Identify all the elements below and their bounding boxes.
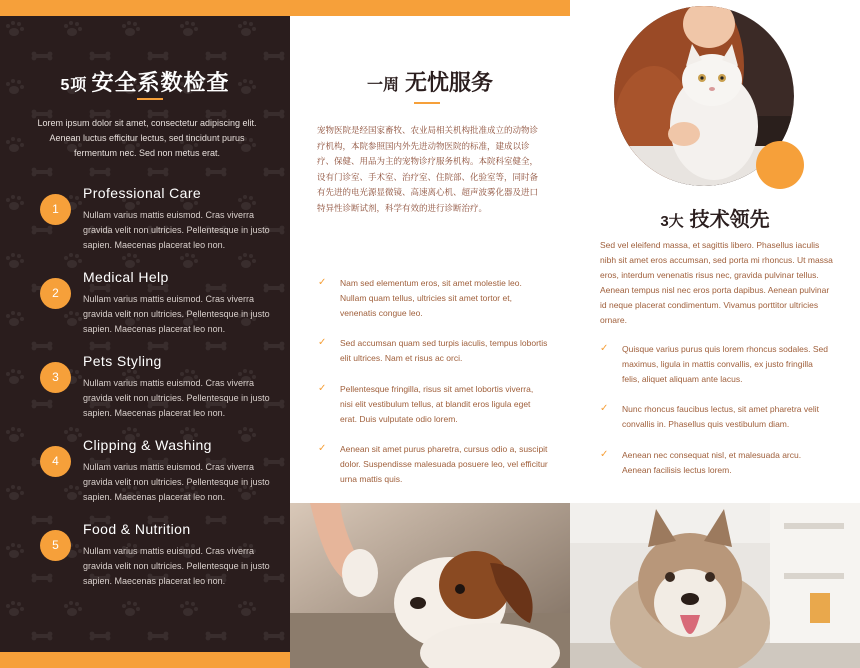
service-description: Nullam varius mattis euismod. Cras viverra gravida velit non ultricies. Pellentesque in justo sapien. Maecenas placerat leo non. bbox=[83, 546, 270, 586]
service-number-badge: 4 bbox=[40, 446, 71, 477]
list-item-text: Nam sed elementum eros, sit amet molestie leo. Nullam quam tellus, ultricies sit amet tortor et, venenatis congue leo. bbox=[340, 278, 522, 318]
list-item-text: Nunc rhoncus faucibus lectus, sit amet pharetra velit convallis in. Phasellus quis vestibulum diam. bbox=[622, 404, 820, 430]
service-title: Clipping & Washing bbox=[83, 437, 212, 453]
left-intro-text: Lorem ipsum dolor sit amet, consectetur adipiscing elit. Aenean luctus efficitur lectus, sed tincidunt purus fermentum nec. Sed non metus erat. bbox=[37, 118, 257, 158]
service-title: Food & Nutrition bbox=[83, 521, 191, 537]
check-icon: ✓ bbox=[600, 448, 609, 460]
list-item-text: Quisque varius purus quis lorem rhoncus sodales. Sed maximus, ligula in mattis convallis, ex justo fringilla felis, aliquet aliquam ante lacus. bbox=[622, 344, 828, 384]
middle-top-accent-bar bbox=[290, 0, 570, 16]
service-title: Medical Help bbox=[83, 269, 169, 285]
right-heading-number: 3大 bbox=[660, 213, 684, 230]
list-item-text: Sed accumsan quam sed turpis iaculis, tempus lobortis elit ultrices. Nam et risus ac orci. bbox=[340, 338, 548, 364]
list-item bbox=[600, 402, 832, 432]
list-item bbox=[318, 276, 548, 320]
left-heading bbox=[0, 66, 290, 97]
check-icon: ✓ bbox=[318, 337, 327, 349]
left-panel bbox=[0, 0, 290, 668]
service-description: Nullam varius mattis euismod. Cras viverra gravida velit non ultricies. Pellentesque in justo sapien. Maecenas placerat leo non. bbox=[83, 462, 270, 502]
service-title: Pets Styling bbox=[83, 353, 162, 369]
list-item bbox=[318, 442, 548, 486]
service-description: Nullam varius mattis euismod. Cras viverra gravida velit non ultricies. Pellentesque in justo sapien. Maecenas placerat leo non. bbox=[83, 210, 270, 250]
check-icon: ✓ bbox=[600, 403, 609, 415]
list-item bbox=[318, 382, 548, 426]
right-intro-text: Sed vel eleifend massa, et sagittis libero. Phasellus iaculis nibh sit amet eros accumsan, sed porta mi rhoncus. Ut massa eros, interdum venenatis risus nec, gravida pulvinar tellus. Aenean tempus nisl nec eros porta dapibus. Aenean pulvinar id neque placerat condimentum. Vivamus porttitor ultricies ornare. bbox=[600, 240, 833, 325]
accent-dot bbox=[756, 141, 804, 189]
puppy-paw-photo bbox=[290, 503, 570, 668]
husky-puppy-photo bbox=[570, 503, 860, 668]
list-item-text: Aenean nec consequat nisl, et malesuada arcu. Aenean facilisis lectus lorem. bbox=[622, 449, 802, 475]
right-heading bbox=[570, 203, 860, 232]
check-icon: ✓ bbox=[318, 443, 327, 455]
middle-checklist bbox=[318, 276, 548, 503]
left-heading-underline bbox=[137, 98, 163, 100]
list-item-text: Pellentesque fringilla, risus sit amet lobortis viverra, nisi elit vestibulum tellus, at blandit eros ligula eget erat. Duis vulputate odio lorem. bbox=[340, 383, 534, 424]
list-item-text: Aenean sit amet purus pharetra, cursus odio a, suscipit dolor. Suspendisse malesuada posuere leo, vel efficitur urna mattis quis. bbox=[340, 444, 548, 484]
middle-heading-underline bbox=[414, 102, 440, 104]
service-number-badge: 3 bbox=[40, 362, 71, 393]
list-item bbox=[318, 336, 548, 366]
middle-heading-number: 一周 bbox=[366, 77, 399, 94]
right-checklist bbox=[600, 342, 832, 494]
middle-heading-text: 无忧服务 bbox=[405, 70, 494, 95]
service-number-badge: 5 bbox=[40, 530, 71, 561]
right-heading-text: 技术领先 bbox=[689, 209, 770, 231]
service-description: Nullam varius mattis euismod. Cras viverra gravida velit non ultricies. Pellentesque in justo sapien. Maecenas placerat leo non. bbox=[83, 378, 270, 418]
left-heading-text: 安全系数检查 bbox=[91, 70, 230, 95]
check-icon: ✓ bbox=[318, 382, 327, 394]
list-item bbox=[600, 342, 832, 386]
service-number-badge: 1 bbox=[40, 194, 71, 225]
service-title: Professional Care bbox=[83, 185, 202, 201]
left-bottom-accent-bar bbox=[0, 652, 290, 668]
left-top-accent-bar bbox=[0, 0, 290, 16]
service-description: Nullam varius mattis euismod. Cras viverra gravida velit non ultricies. Pellentesque in justo sapien. Maecenas placerat leo non. bbox=[83, 294, 270, 334]
list-item bbox=[600, 448, 832, 478]
middle-heading bbox=[290, 66, 570, 97]
left-heading-number: 5项 bbox=[60, 77, 88, 94]
check-icon: ✓ bbox=[318, 277, 327, 288]
service-number-badge: 2 bbox=[40, 278, 71, 309]
middle-intro-text: 宠物医院是经国家畜牧、农业局相关机构批准成立的动物诊疗机构，本院参照国内外先进动物医院的标准，建成以诊疗、保健、用品为主的宠物诊疗服务机构。本院科室健全，设有门诊室、手术室、治疗室、住院部、化验室等，同时备有先进的电光源显微镜、高速离心机、超声波雾化器及进口特异性诊断试剂，科学有效的进行诊断治疗。 bbox=[317, 125, 539, 213]
check-icon: ✓ bbox=[600, 343, 609, 354]
